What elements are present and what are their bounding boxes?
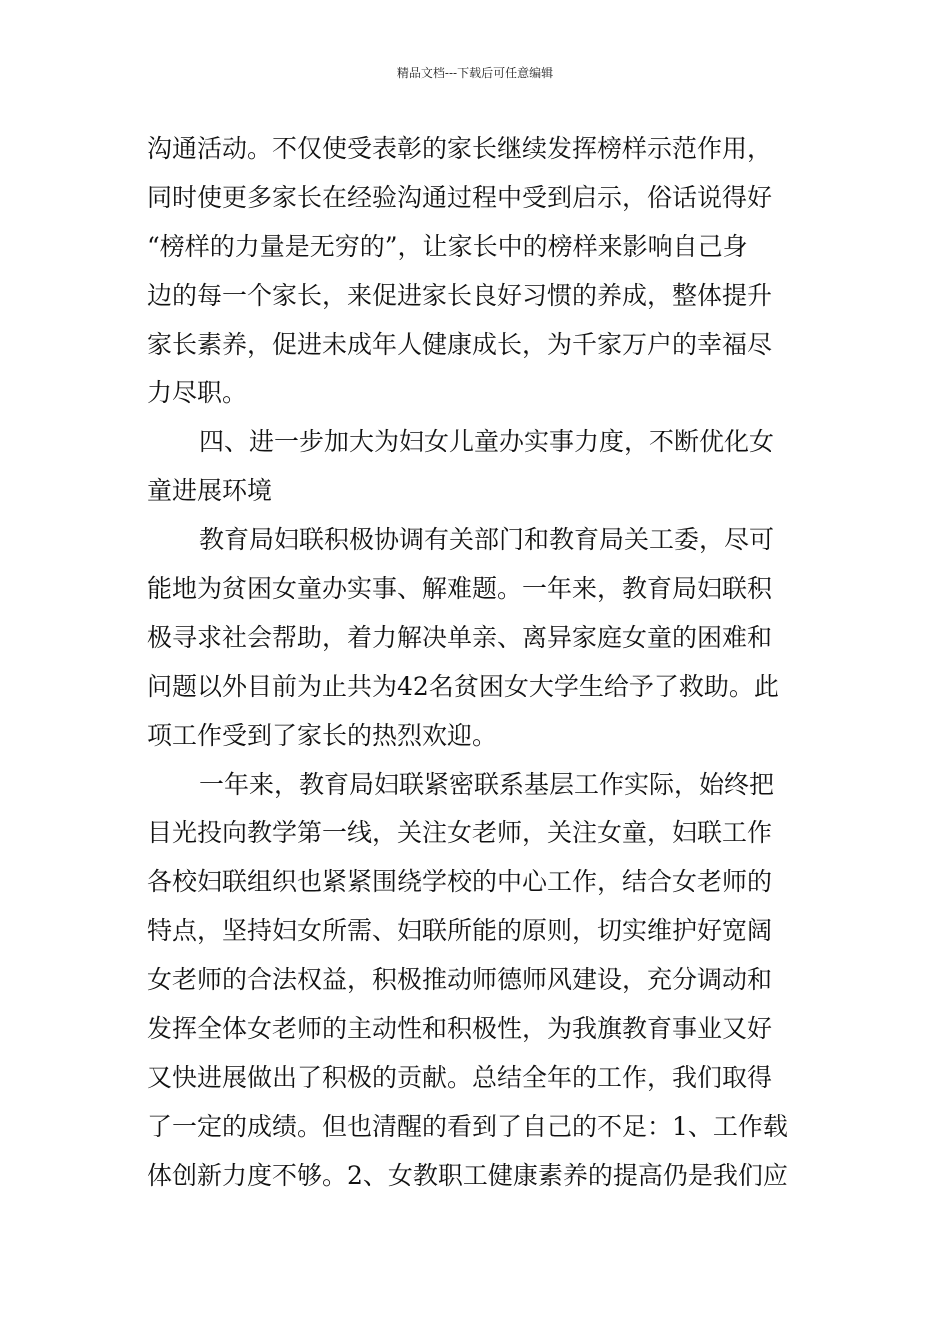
text-line: 四、进一步加大为妇女儿童办实事力度，不断优化女 — [199, 427, 775, 457]
text-line: 体创新力度不够。2、女教职工健康素养的提高仍是我们应 — [147, 1160, 788, 1190]
text-line: 发挥全体女老师的主动性和积极性，为我旗教育事业又好 — [147, 1014, 773, 1044]
paragraph-4 — [147, 761, 807, 1201]
text-line: 女老师的合法权益，积极推动师德师风建设，充分调动和 — [147, 965, 773, 995]
text-line: 能地为贫困女童办实事、解难题。一年来，教育局妇联积 — [147, 574, 773, 604]
text-line: 同时使更多家长在经验沟通过程中受到启示，俗话说得好 — [147, 182, 773, 212]
section-heading-4 — [147, 418, 807, 516]
text-line: 项工作受到了家长的热烈欢迎。 — [147, 720, 498, 750]
paragraph-3 — [147, 516, 807, 760]
document-body — [147, 125, 807, 1201]
text-line: 童进展环境 — [147, 476, 273, 506]
text-line: 沟通活动。不仅使受表彰的家长继续发挥榜样示范作用， — [147, 134, 773, 163]
text-line: 极寻求社会帮助，着力解决单亲、离异家庭女童的困难和 — [147, 622, 773, 652]
text-line: 边的每一个家长，来促进家长良好习惯的养成，整体提升 — [147, 280, 773, 310]
text-line: 特点，坚持妇女所需、妇联所能的原则，切实维护好宽阔 — [147, 916, 773, 946]
text-line: 了一定的成绩。但也清醒的看到了自己的不足：1、工作载 — [147, 1111, 788, 1141]
text-line: 教育局妇联积极协调有关部门和教育局关工委，尽可 — [199, 525, 775, 555]
text-line: 力尽职。 — [147, 378, 248, 408]
text-line: 家长素养，促进未成年人健康成长，为千家万户的幸福尽 — [147, 329, 773, 359]
text-line: 目光投向教学第一线，关注女老师，关注女童，妇联工作 — [147, 818, 773, 848]
text-line: 问题以外目前为止共为42名贫困女大学生给予了救助。此 — [147, 671, 779, 701]
paragraph-1 — [147, 125, 807, 418]
text-line: 又快进展做出了积极的贡献。总结全年的工作，我们取得 — [147, 1062, 773, 1092]
text-line: “榜样的力量是无穷的”，让家长中的榜样来影响自己身 — [147, 231, 748, 261]
text-line: 各校妇联组织也紧紧围绕学校的中心工作，结合女老师的 — [147, 867, 773, 897]
page-header: 精品文档---下载后可任意编辑 — [396, 66, 554, 80]
text-line: 一年来，教育局妇联紧密联系基层工作实际，始终把 — [199, 769, 775, 799]
